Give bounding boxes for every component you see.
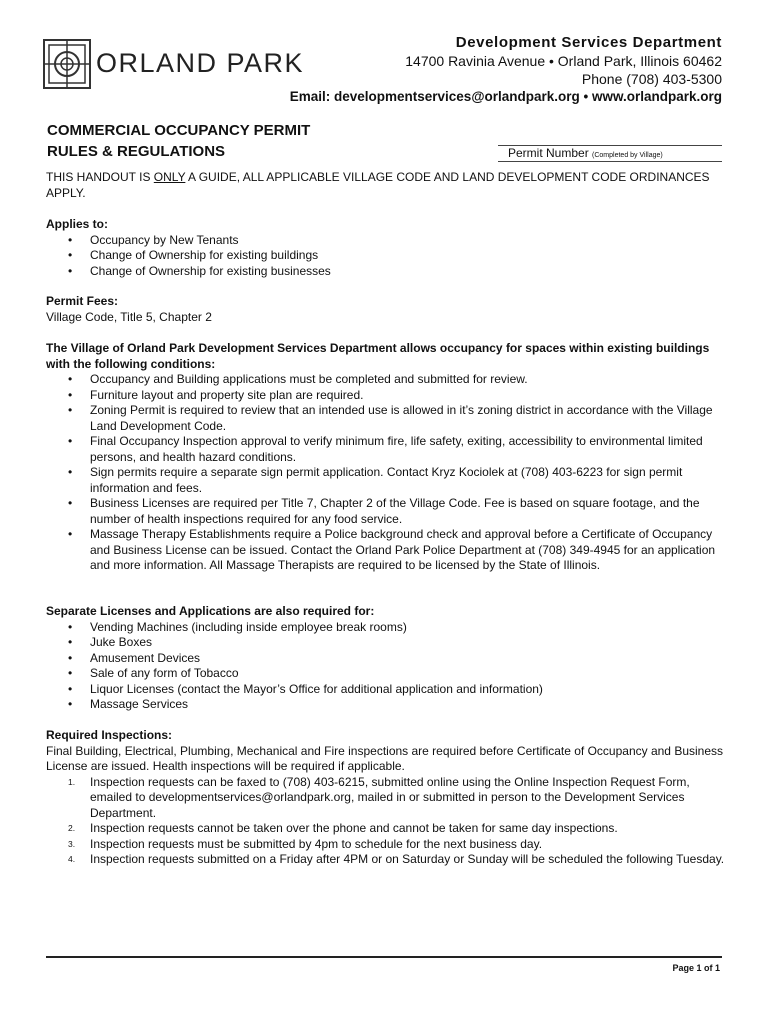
department-address: 14700 Ravinia Avenue • Orland Park, Illinois 60462 — [405, 53, 722, 69]
conditions-list — [46, 372, 726, 574]
item-number: 1. — [68, 776, 76, 787]
numbered-item — [68, 836, 726, 853]
fees-text: Village Code, Title 5, Chapter 2 — [46, 309, 212, 324]
intro-underlined: ONLY — [153, 170, 186, 184]
list-item: • Juke Boxes — [90, 635, 726, 651]
item-number: 2. — [68, 823, 76, 833]
list-item: • Sign permits require a separate sign permit application. Contact Kryz Kociolek at (708) 403-6223 for sign permit information and fees. — [90, 465, 726, 496]
permit-number-note: (Completed by Village) — [592, 152, 663, 159]
list-item: • Sale of any form of Tobacco — [90, 666, 726, 682]
numbered-item — [68, 852, 726, 868]
inspections-section — [46, 728, 726, 868]
list-item: • Change of Ownership for existing buildings — [90, 248, 726, 264]
intro-text-after: A GUIDE, ALL APPLICABLE VILLAGE CODE AND LAND DEVELOPMENT CODE ORDINANCES APPLY. — [46, 170, 710, 200]
item-number: 4. — [68, 854, 76, 864]
inspections-heading: Required Inspections: — [46, 728, 173, 742]
permit-number-label-wrap — [508, 146, 663, 160]
list-item: • Change of Ownership for existing businesses — [90, 264, 726, 280]
department-email-web: Email: developmentservices@orlandpark.org • www.orlandpark.org — [289, 89, 722, 104]
numbered-item — [68, 774, 726, 822]
list-item: • Occupancy and Building applications must be completed and submitted for review. — [90, 372, 726, 388]
licenses-list — [46, 620, 726, 713]
department-phone: Phone (708) 403-5300 — [581, 71, 722, 87]
intro-paragraph — [46, 170, 726, 201]
licenses-heading: Separate Licenses and Applications are also required for: — [46, 604, 375, 618]
department-title: Development Services Department — [455, 34, 722, 51]
conditions-heading: The Village of Orland Park Development Services Department allows occupancy for spaces within existing buildings with the following conditions: — [46, 341, 710, 371]
list-item: • Massage Services — [90, 697, 726, 713]
logo-wordmark: ORLAND PARK — [96, 48, 305, 78]
list-item: • Furniture layout and property site plan are required. — [90, 388, 726, 404]
list-item: • Massage Therapy Establishments require a Police background check and approval before a Certificate of Occupancy and Business License can be issued. Contact the Orland Park Police Department at (708) 349-4945 for an application and more information. All Massage Therapists are required to be licensed by the State of Illinois. — [90, 527, 726, 574]
item-text: Inspection requests submitted on a Friday after 4PM or on Saturday or Sunday will be scheduled the following Tuesday. — [90, 852, 725, 866]
document-title-line1: COMMERCIAL OCCUPANCY PERMIT — [47, 122, 311, 139]
applies-section — [46, 217, 726, 279]
footer-divider — [46, 956, 722, 958]
list-item: • Liquor Licenses (contact the Mayor’s Office for additional application and information) — [90, 682, 726, 698]
licenses-section — [46, 604, 726, 713]
department-contact-block — [290, 34, 722, 106]
item-text: Inspection requests must be submitted by 4pm to schedule for the next business day. — [90, 836, 543, 851]
fees-section — [46, 294, 726, 325]
list-item: • Final Occupancy Inspection approval to verify minimum fire, life safety, exiting, accessibility to environmental limited persons, and health hazard conditions. — [90, 434, 726, 465]
permit-number-label: Permit Number — [508, 146, 589, 160]
document-title-line2: RULES & REGULATIONS — [47, 143, 226, 160]
numbered-item — [68, 821, 726, 837]
inspections-list — [46, 775, 726, 868]
intro-text-before: THIS HANDOUT IS — [46, 170, 154, 184]
list-item: • Zoning Permit is required to review that an intended use is allowed in it’s zoning district in accordance with the Village Land Development Code. — [90, 403, 726, 434]
item-text: Inspection requests can be faxed to (708) 403-6215, submitted online using the Online Inspection Request Form, emailed to developmentservices@orlandpark.org, mailed in or submitted in person to the Development Services Department. — [90, 774, 690, 820]
list-item: • Business Licenses are required per Title 7, Chapter 2 of the Village Code. Fee is based on square footage, and the number of health inspections required for any food service. — [90, 496, 726, 527]
applies-heading: Applies to: — [46, 217, 108, 231]
list-item: • Occupancy by New Tenants — [90, 233, 726, 249]
fees-heading: Permit Fees: — [46, 294, 119, 308]
list-item: • Amusement Devices — [90, 651, 726, 667]
inspections-text: Final Building, Electrical, Plumbing, Mechanical and Fire inspections are required before Certificate of Occupancy and Business License are issued. Health inspections will be required if applicable. — [46, 743, 724, 773]
applies-list — [46, 233, 726, 280]
item-number: 3. — [68, 838, 76, 849]
conditions-section — [46, 341, 726, 574]
page-number: Page 1 of 1 — [672, 963, 720, 973]
item-text: Inspection requests cannot be taken over the phone and cannot be taken for same day inspections. — [90, 821, 618, 835]
list-item: • Vending Machines (including inside employee break rooms) — [90, 620, 726, 636]
orland-park-emblem-icon — [42, 38, 92, 90]
